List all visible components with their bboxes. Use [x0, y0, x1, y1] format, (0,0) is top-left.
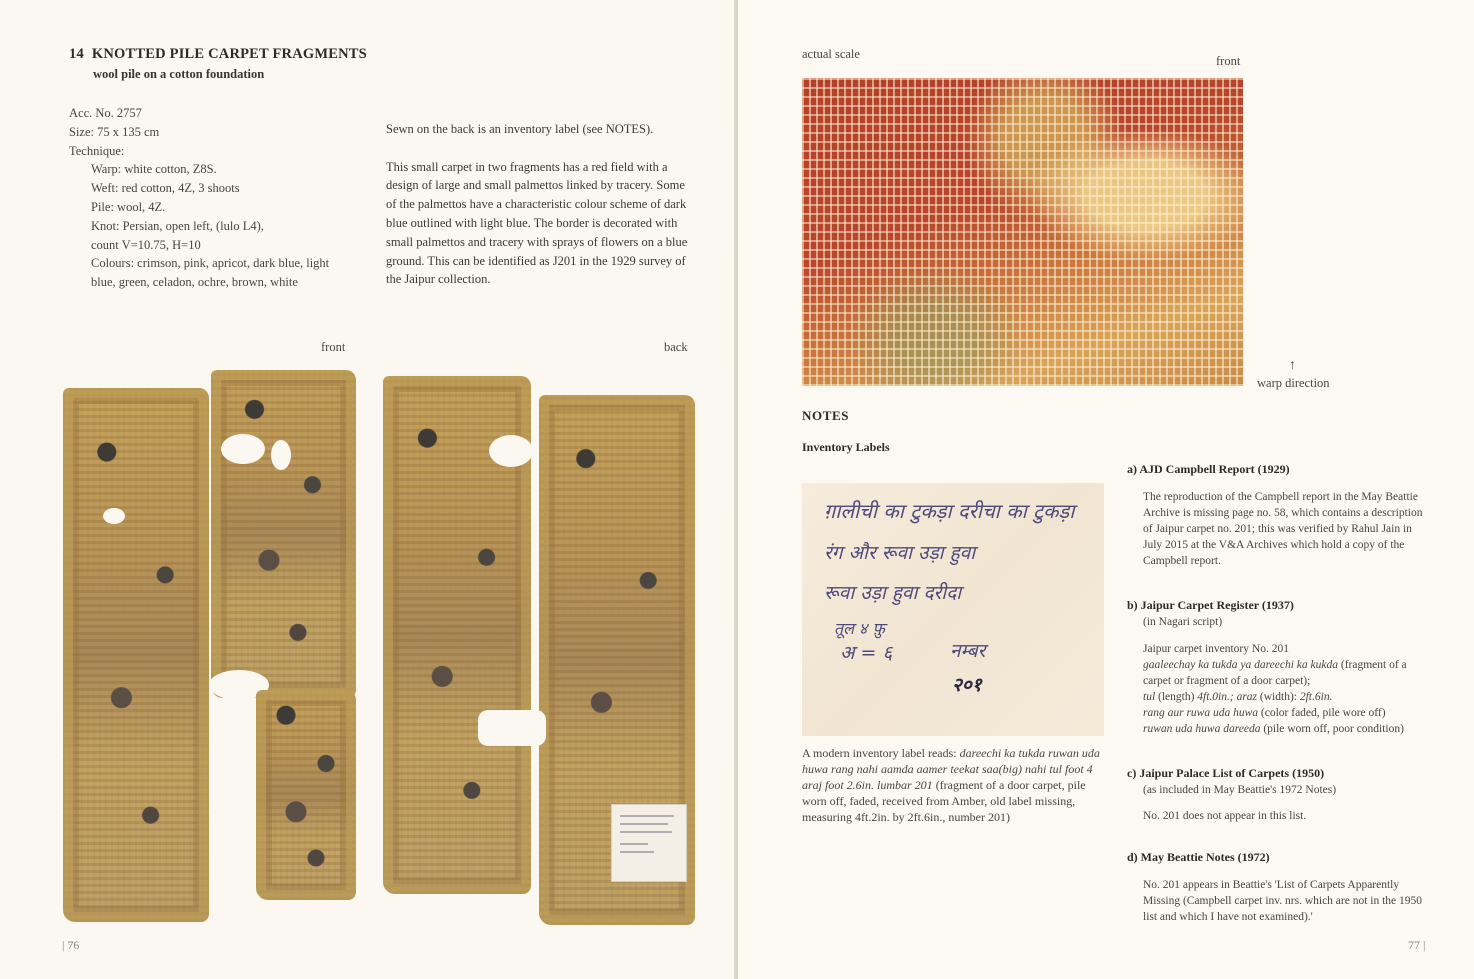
note-c-body: No. 201 does not appear in this list. [1143, 810, 1307, 822]
note-b-subheading: (in Nagari script) [1143, 616, 1223, 628]
note-b-body: Jaipur carpet inventory No. 201 gaaleechay ka tukda ya dareechi ka kukda (fragment of a carpet or fragment of a door carpet); tul (length) 4ft.0in.; araz (width): 2ft.6in. rang aur ruwa uda huwa (color faded, pile wore off) ruwan uda huwa dareeda (pile worn off, poor condition) [1143, 643, 1407, 735]
handwriting-line: नम्बर [950, 640, 986, 662]
warp-direction-label: warp direction [1257, 376, 1330, 390]
handwriting-line: रूवा उड़ा हुवा दरीदा [824, 582, 962, 604]
description-block [386, 120, 696, 308]
note-b-heading: b) Jaipur Carpet Register (1937) [1127, 598, 1294, 612]
carpet-fragment-front-right-lower [256, 690, 356, 900]
note-a-heading: a) AJD Campbell Report (1929) [1127, 462, 1290, 476]
detail-front-label: front [1216, 54, 1241, 68]
actual-scale-label: actual scale [802, 47, 860, 61]
note-c-heading: c) Jaipur Palace List of Carpets (1950) [1127, 766, 1325, 780]
handwriting-line: रंग और रूवा उड़ा हुवा [824, 542, 976, 564]
handwriting-line: २०१ [952, 674, 982, 696]
back-view-label: back [664, 340, 688, 354]
note-d-body: No. 201 appears in Beattie's 'List of Carpets Apparently Missing (Campbell carpet inv. nrs. which are not in the 1950 list and which I have not examined).' [1143, 879, 1423, 923]
left-page [0, 0, 736, 979]
inventory-label-photo [802, 483, 1104, 736]
spec-line: Size: 75 x 135 cm [69, 124, 160, 139]
catalogue-entry-title [69, 46, 367, 63]
handwriting-line: तूल ४ फ़ु [834, 619, 885, 638]
spec-line: Warp: white cotton, Z8S. [91, 162, 217, 177]
spec-line: Pile: wool, 4Z. [91, 199, 166, 214]
spec-line: Acc. No. 2757 [69, 106, 142, 120]
notes-heading: NOTES [802, 408, 850, 423]
entry-subtitle: wool pile on a cotton foundation [93, 67, 265, 81]
spec-line: Colours: crimson, pink, apricot, dark blue, light [91, 256, 330, 271]
carpet-fragment-front-left [63, 388, 209, 922]
carpet-gap [478, 710, 546, 746]
arrow-up-icon: ↑ [1289, 358, 1296, 373]
inventory-labels-heading: Inventory Labels [802, 440, 890, 454]
spec-line: Technique: [69, 143, 125, 158]
technical-specs [69, 104, 329, 292]
handwriting-line: ग़ालीची का टुकड़ा दरीचा का टुकड़ा [824, 499, 1075, 523]
carpet-fragment-front-right-upper [211, 370, 356, 698]
front-view-label: front [321, 340, 346, 354]
spec-line: count V=10.75, H=10 [91, 237, 201, 252]
inventory-label-sewn [611, 804, 687, 882]
label-caption: A modern inventory label reads: dareechi ka tukda ruwan uda huwa rang nahi aamda aamer teekat saa(big) nahi tul foot 4 araj foot 2.6in. lumbar 201 (fragment of a door carpet, pile worn off, faded, received from Amber, old label missing, measuring 4ft.2in. by 2ft.6in., number 201) [802, 746, 1100, 824]
note-a-body: The reproduction of the Campbell report in the May Beattie Archive is missing page no. 58, which contains a description of Jaipur carpet no. 201; this was verified by Rahul Jain in July 2015 at the V&A Archives which hold a copy of the Campbell report. [1143, 491, 1423, 567]
entry-title: KNOTTED PILE CARPET FRAGMENTS [91, 46, 367, 62]
spec-line: blue, green, celadon, ochre, brown, white [91, 275, 298, 290]
description-paragraph: Sewn on the back is an inventory label (see NOTES). [386, 122, 654, 136]
spec-line: Knot: Persian, open left, (lulo L4), [91, 218, 264, 233]
description-paragraph: This small carpet in two fragments has a red field with a design of large and small palmettos linked by tracery. Some of the palmettos have a characteristic colour scheme of dark blue outlined with light blue. The border is decorated with small palmettos and tracery with sprays of flowers on a blue ground. This can be identified as J201 in the 1929 survey of the Jaipur collection. [386, 159, 688, 287]
entry-number: 14 [69, 46, 84, 62]
handwriting-line: अ = ६ [840, 642, 893, 664]
pile-detail-photo [802, 78, 1243, 386]
note-c-subheading: (as included in May Beattie's 1972 Notes) [1143, 784, 1337, 796]
page-number-right: 77 | [1408, 938, 1426, 952]
spec-line: Weft: red cotton, 4Z, 3 shoots [91, 181, 240, 196]
page-number-left: | 76 [62, 938, 80, 952]
note-d-heading: d) May Beattie Notes (1972) [1127, 850, 1270, 864]
